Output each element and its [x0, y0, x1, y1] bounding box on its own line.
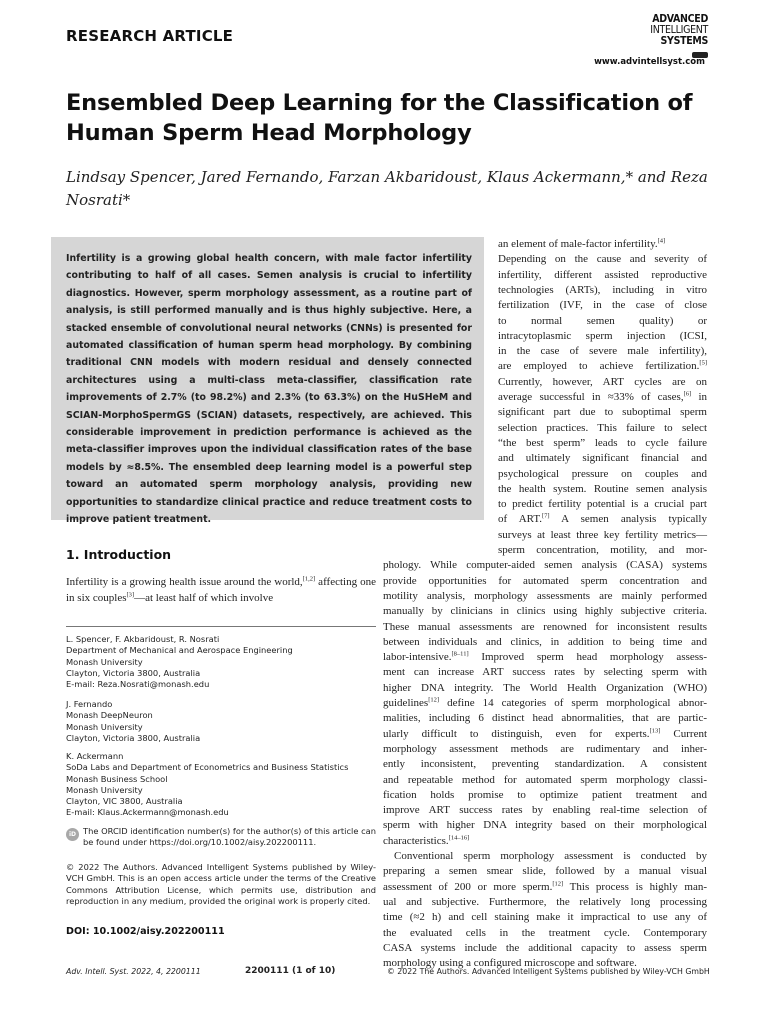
body-text-line: manually by clinicians in clinics using highly subjective criteria. [383, 605, 707, 618]
footer-page-number: 2200111 (1 of 10) [245, 966, 336, 976]
body-text-line: significant part due to suboptimal sperm [498, 406, 707, 419]
body-text-line: an element of male-factor infertility.[4] [498, 237, 666, 250]
author-list: Lindsay Spencer, Jared Fernando, Farzan Akbaridoust, Klaus Ackermann,* and Reza Nosrati* [66, 168, 708, 209]
body-text-line: psychological pressure on couples and [498, 467, 707, 480]
article-title: Ensembled Deep Learning for the Classification of Human Sperm Head Morphology [66, 90, 693, 146]
body-text-line: malities, including 6 distinct head abnormalities, that are partic- [383, 712, 707, 725]
affiliation-line: Monash Business School [66, 773, 168, 784]
body-text-line: ularly difficult to distinguish, even for experts.[13] Current [383, 726, 708, 740]
body-text-line: infertility, different assisted reproductive [498, 268, 707, 281]
body-text-line: “the best sperm” leads to cycle failure [498, 436, 707, 449]
citation-ref[interactable]: [3] [126, 590, 135, 598]
body-text-line: characteristics.[14–16] [383, 834, 470, 847]
affiliation-line: Clayton, VIC 3800, Australia [66, 796, 183, 807]
footnote-divider [66, 626, 376, 627]
affiliation-line: E-mail: Reza.Nosrati@monash.edu [66, 679, 210, 690]
orcid-text: The ORCID identification number(s) for the author(s) of this article can be found under https://doi.org/10.1002/aisy.202200111. [83, 826, 376, 848]
body-text-line: average successful in ≈33% of cases,[6] in [498, 390, 708, 403]
body-text-line: phology. While computer-aided semen analysis (CASA) systems [383, 559, 707, 572]
body-text-line: to predict fertility potential is a crucial part [498, 498, 707, 511]
footer-copyright: © 2022 The Authors. Advanced Intelligent Systems published by Wiley-VCH GmbH [387, 967, 710, 976]
affiliation-line: K. Ackermann [66, 751, 124, 761]
body-text-line: surveys at least three key fertility metrics— [498, 528, 707, 541]
logo-line: ADVANCED [652, 13, 708, 25]
body-text-line: and repeatable method for automated sperm morphology classi- [383, 773, 707, 786]
affiliation-line: L. Spencer, F. Akbaridoust, R. Nosrati [66, 634, 220, 644]
body-text-line: sperm with higher DNA integrity based on their morphological [383, 819, 707, 832]
body-text-line: intracytoplasmic sperm injection (ICSI, [498, 329, 707, 342]
citation-ref[interactable]: [5] [699, 359, 707, 367]
citation-ref[interactable]: [1,2] [302, 575, 316, 583]
affiliation-line: Clayton, Victoria 3800, Australia [66, 732, 201, 743]
citation-ref[interactable]: [6] [683, 390, 692, 398]
footer-citation: Adv. Intell. Syst. 2022, 4, 2200111 [66, 967, 201, 976]
body-text-line: to normal semen quality) or [498, 314, 707, 327]
logo-line: INTELLIGENT [650, 24, 708, 36]
citation-ref[interactable]: [4] [657, 237, 666, 245]
body-text-line: the evaluated cells in the treatment cycle. Contemporary [383, 926, 707, 939]
affiliation-line: Monash University [66, 721, 143, 732]
affiliation-block [66, 751, 376, 819]
body-text-line: and ultimately significant financial and [498, 452, 707, 465]
orcid-note [66, 826, 376, 849]
body-text-line: morphology assessment methods are rudimentary and inher- [383, 742, 707, 755]
citation-ref[interactable]: [12] [428, 696, 440, 704]
body-text-line: improve ART success rates by enabling real-time selection of [383, 804, 707, 817]
body-text-line: are employed to achieve fertilization.[5] [498, 359, 707, 373]
body-text-line: fertilization (IVF, in the case of close [498, 299, 707, 312]
citation-ref[interactable]: [8–11] [451, 650, 469, 658]
body-text-line: selection practices. This failure to select [498, 421, 707, 434]
body-text-line: Depending on the cause and severity of [498, 253, 707, 266]
body-text-line: morphology using a configured microscope and software. [383, 957, 637, 970]
body-text-line: guidelines[12] define 14 categories of sperm morphological abnor- [383, 696, 707, 709]
body-text-line: Conventional sperm morphology assessment is conducted by [394, 850, 707, 862]
logo-line: SYSTEMS [660, 35, 708, 47]
body-text-line: in the case of severe male infertility), [498, 345, 707, 358]
intro-paragraph [66, 575, 376, 606]
text-run: —at least half of which involve [134, 591, 274, 604]
citation-ref[interactable]: [14–16] [448, 834, 470, 842]
text-run: Infertility is a growing health issue around the world, [66, 576, 303, 588]
body-text-line: the health system. Routine semen analysis [498, 482, 707, 495]
affiliation-block [66, 699, 376, 744]
body-text-line: CASA systems include the additional capacity to assess sperm [383, 941, 707, 954]
affiliation-line: Monash University [66, 784, 143, 795]
abstract-text: Infertility is a growing global health concern, with male factor infertility contributing to half of all cases. Semen analysis is crucial to infertility diagnostics. However, sperm morphology assessment, as a routine part of analysis, is still performed manually and is thus highly subjective. Here, a stacked ensemble of convolutional neural networks (CNNs) is presented for automated classification of human sperm head morphology. By combining traditional CNN models with modern residual and densely connected architectures using a multi-class meta-classifier, classification rate improvements of 2.7% (to 98.2%) and 2.3% (to 63.3%) on the HuSHeM and SCIAN-MorphoSpermGS (SCIAN) datasets, respectively, are achieved. This considerable improvement in prediction performance is achieved as the meta-classifier improves upon the individual classification rates of the base models by ≈8.5%. The ensembled deep learning model is a powerful step toward an automated sperm morphology analysis, providing new opportunities to standardize clinical practice and reduce treatment costs to improve patient treatment. [66, 253, 472, 526]
affiliation-line: SoDa Labs and Department of Econometrics and Business Statistics [66, 762, 349, 773]
journal-url-link[interactable]: www.advintellsyst.com [594, 57, 705, 67]
body-text-line: ently inconsistent, preventing standardization. A consistent [383, 758, 707, 771]
body-text-line: higher DNA integrity. The World Health Organization (WHO) [383, 681, 707, 694]
body-text-line: These manual assessments are renowned for inconsistent results [383, 620, 707, 633]
affiliation-line: Monash DeepNeuron [66, 710, 153, 721]
body-text-line: time (≈2 h) and cell staining make it impractical to use any of [383, 911, 707, 924]
body-text-line: provide opportunities for automated sperm concentration and [383, 574, 707, 587]
doi-link[interactable]: DOI: 10.1002/aisy.202200111 [66, 926, 225, 937]
body-text-line: ment can increase ART success rates by selecting sperm with [383, 666, 707, 679]
body-text-line: preparing a semen smear slide, followed by a manual visual [383, 865, 707, 878]
section-heading: 1. Introduction [66, 547, 172, 562]
body-text-line: between individuals and clinics, in addition to being time and [383, 635, 707, 648]
affiliation-block [66, 634, 376, 690]
journal-logo [628, 14, 708, 58]
body-text-line: fication holds promise to optimize patient treatment and [383, 788, 707, 801]
orcid-icon: iD [66, 828, 79, 841]
body-text-line: Currently, however, ART cycles are on [498, 375, 707, 388]
license-note: © 2022 The Authors. Advanced Intelligent Systems published by Wiley-VCH GmbH. This is an open access article under the terms of the Creative Commons Attribution License, which permits use, distribution and reproduction in any medium, provided the original work is properly cited. [66, 862, 376, 906]
affiliation-line: Clayton, Victoria 3800, Australia [66, 667, 201, 678]
body-text-line: motility analysis, morphology assessments are mainly performed [383, 589, 707, 602]
citation-ref[interactable]: [13] [649, 726, 661, 734]
citation-ref[interactable]: [12] [552, 879, 564, 887]
affiliation-line: Monash University [66, 656, 143, 667]
affiliation-line: E-mail: Klaus.Ackermann@monash.edu [66, 807, 229, 818]
citation-ref[interactable]: [7] [542, 512, 550, 520]
article-type-label: RESEARCH ARTICLE [66, 27, 234, 45]
body-text-line: assessment of 200 or more sperm.[12] This process is highly man- [383, 879, 707, 893]
body-text-line: of ART.[7] A semen analysis typically [498, 512, 707, 526]
affiliation-line: Department of Mechanical and Aerospace Engineering [66, 645, 293, 656]
body-text-line: technologies (ARTs), including in vitro [498, 283, 707, 296]
text-run: affecting one in six couples [66, 576, 376, 604]
affiliation-line: J. Fernando [66, 699, 113, 709]
body-text-line: labor-intensive.[8–11] Improved sperm head morphology assess- [383, 650, 707, 664]
body-text-line: sperm concentration, motility, and mor- [498, 544, 707, 556]
body-text-line: ual and subjective. Furthermore, the relatively long processing [383, 895, 707, 908]
